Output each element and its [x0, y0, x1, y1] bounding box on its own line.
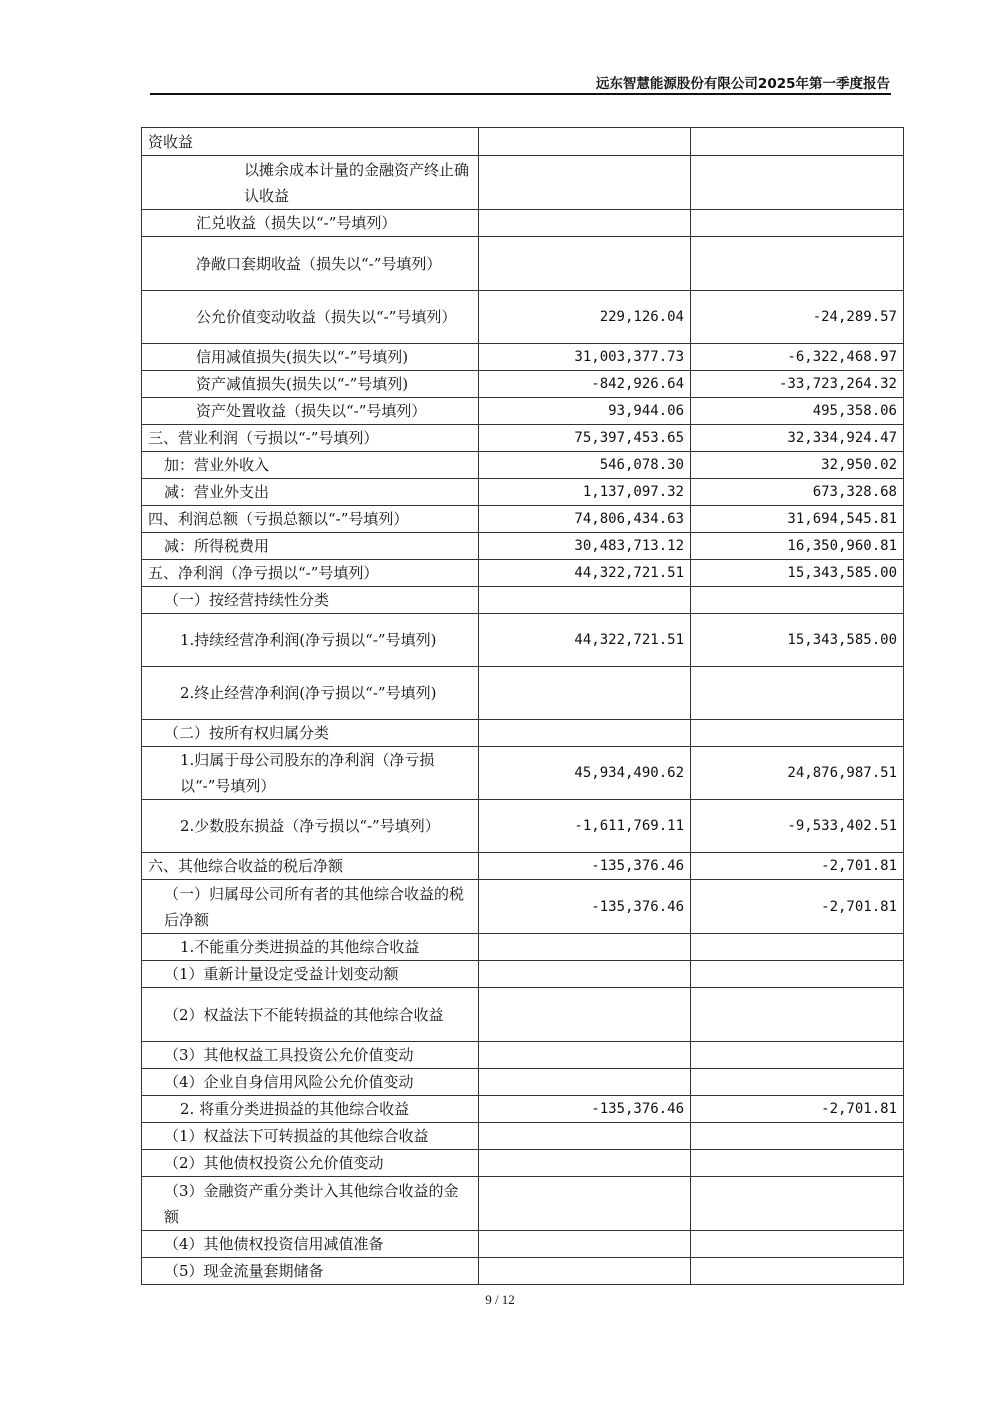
- prior-period-value: [691, 1231, 904, 1258]
- table-row: [142, 533, 904, 560]
- row-label: 1.不能重分类进损益的其他综合收益: [142, 934, 479, 961]
- prior-period-value: -2,701.81: [691, 880, 904, 934]
- current-period-value: 546,078.30: [479, 452, 691, 479]
- table-row: [142, 934, 904, 961]
- table-row: [142, 210, 904, 237]
- table-row: [142, 1231, 904, 1258]
- prior-period-value: -2,701.81: [691, 1096, 904, 1123]
- prior-period-value: 32,334,924.47: [691, 425, 904, 452]
- current-period-value: [479, 720, 691, 747]
- table-row: [142, 614, 904, 667]
- table-row: [142, 371, 904, 398]
- prior-period-value: [691, 1069, 904, 1096]
- current-period-value: 30,483,713.12: [479, 533, 691, 560]
- table-row: [142, 853, 904, 880]
- current-period-value: 75,397,453.65: [479, 425, 691, 452]
- current-period-value: 74,806,434.63: [479, 506, 691, 533]
- prior-period-value: [691, 156, 904, 210]
- current-period-value: -135,376.46: [479, 1096, 691, 1123]
- table-row: [142, 961, 904, 988]
- row-label: 加：营业外收入: [142, 452, 479, 479]
- prior-period-value: 495,358.06: [691, 398, 904, 425]
- table-row: [142, 1069, 904, 1096]
- prior-period-value: [691, 1123, 904, 1150]
- table-row: [142, 880, 904, 934]
- row-label: 资产处置收益（损失以“-”号填列）: [142, 398, 479, 425]
- row-label: 2.终止经营净利润(净亏损以“-”号填列): [142, 667, 479, 720]
- prior-period-value: [691, 1042, 904, 1069]
- prior-period-value: 15,343,585.00: [691, 614, 904, 667]
- current-period-value: [479, 587, 691, 614]
- current-period-value: 93,944.06: [479, 398, 691, 425]
- row-label: （3）金融资产重分类计入其他综合收益的金额: [142, 1177, 479, 1231]
- page-number: 9 / 12: [485, 1292, 515, 1307]
- table-row: [142, 506, 904, 533]
- row-label: 1.归属于母公司股东的净利润（净亏损以“-”号填列）: [142, 747, 479, 800]
- prior-period-value: 31,694,545.81: [691, 506, 904, 533]
- prior-period-value: 673,328.68: [691, 479, 904, 506]
- current-period-value: 45,934,490.62: [479, 747, 691, 800]
- row-label: 五、净利润（净亏损以“-”号填列）: [142, 560, 479, 587]
- row-label: 信用减值损失(损失以“-”号填列): [142, 344, 479, 371]
- header-rule: [150, 93, 891, 95]
- table-row: [142, 1096, 904, 1123]
- current-period-value: [479, 156, 691, 210]
- table-row: [142, 988, 904, 1042]
- row-label: 1.持续经营净利润(净亏损以“-”号填列): [142, 614, 479, 667]
- prior-period-value: -2,701.81: [691, 853, 904, 880]
- row-label: （一）按经营持续性分类: [142, 587, 479, 614]
- prior-period-value: [691, 210, 904, 237]
- row-label: （2）其他债权投资公允价值变动: [142, 1150, 479, 1177]
- prior-period-value: [691, 128, 904, 156]
- row-label: （5）现金流量套期储备: [142, 1258, 479, 1285]
- current-period-value: 1,137,097.32: [479, 479, 691, 506]
- prior-period-value: 32,950.02: [691, 452, 904, 479]
- table-row: [142, 1042, 904, 1069]
- current-period-value: [479, 128, 691, 156]
- table-row: [142, 720, 904, 747]
- prior-period-value: [691, 1258, 904, 1285]
- current-period-value: [479, 961, 691, 988]
- current-period-value: 44,322,721.51: [479, 614, 691, 667]
- prior-period-value: [691, 237, 904, 291]
- table-row: [142, 667, 904, 720]
- income-statement-table: [141, 127, 904, 1285]
- current-period-value: [479, 934, 691, 961]
- current-period-value: [479, 210, 691, 237]
- current-period-value: 31,003,377.73: [479, 344, 691, 371]
- row-label: （2）权益法下不能转损益的其他综合收益: [142, 988, 479, 1042]
- prior-period-value: [691, 988, 904, 1042]
- current-period-value: [479, 1231, 691, 1258]
- table-row: [142, 560, 904, 587]
- prior-period-value: -24,289.57: [691, 291, 904, 344]
- prior-period-value: -33,723,264.32: [691, 371, 904, 398]
- row-label: 减：营业外支出: [142, 479, 479, 506]
- current-period-value: [479, 237, 691, 291]
- row-label: （一）归属母公司所有者的其他综合收益的税后净额: [142, 880, 479, 934]
- table-row: [142, 425, 904, 452]
- row-label: （4）其他债权投资信用减值准备: [142, 1231, 479, 1258]
- table-row: [142, 452, 904, 479]
- current-period-value: [479, 1177, 691, 1231]
- row-label: 汇兑收益（损失以“-”号填列）: [142, 210, 479, 237]
- prior-period-value: [691, 961, 904, 988]
- prior-period-value: 16,350,960.81: [691, 533, 904, 560]
- table-row: [142, 291, 904, 344]
- prior-period-value: 24,876,987.51: [691, 747, 904, 800]
- current-period-value: [479, 1258, 691, 1285]
- current-period-value: [479, 1123, 691, 1150]
- row-label: 以摊余成本计量的金融资产终止确认收益: [142, 156, 479, 210]
- row-label: 资收益: [142, 128, 479, 156]
- current-period-value: [479, 1069, 691, 1096]
- current-period-value: [479, 667, 691, 720]
- table-row: [142, 128, 904, 156]
- prior-period-value: [691, 667, 904, 720]
- row-label: （1）重新计量设定受益计划变动额: [142, 961, 479, 988]
- prior-period-value: -6,322,468.97: [691, 344, 904, 371]
- row-label: 四、利润总额（亏损总额以“-”号填列）: [142, 506, 479, 533]
- current-period-value: 229,126.04: [479, 291, 691, 344]
- current-period-value: -135,376.46: [479, 880, 691, 934]
- row-label: 减：所得税费用: [142, 533, 479, 560]
- prior-period-value: 15,343,585.00: [691, 560, 904, 587]
- current-period-value: [479, 988, 691, 1042]
- table-row: [142, 1150, 904, 1177]
- current-period-value: -1,611,769.11: [479, 800, 691, 853]
- prior-period-value: [691, 720, 904, 747]
- table-row: [142, 344, 904, 371]
- table-row: [142, 1258, 904, 1285]
- row-label: （4）企业自身信用风险公允价值变动: [142, 1069, 479, 1096]
- prior-period-value: [691, 934, 904, 961]
- prior-period-value: -9,533,402.51: [691, 800, 904, 853]
- prior-period-value: [691, 587, 904, 614]
- current-period-value: -842,926.64: [479, 371, 691, 398]
- row-label: 净敞口套期收益（损失以“-”号填列）: [142, 237, 479, 291]
- row-label: 公允价值变动收益（损失以“-”号填列）: [142, 291, 479, 344]
- row-label: 资产减值损失(损失以“-”号填列): [142, 371, 479, 398]
- table-row: [142, 237, 904, 291]
- current-period-value: -135,376.46: [479, 853, 691, 880]
- row-label: 六、其他综合收益的税后净额: [142, 853, 479, 880]
- row-label: 三、营业利润（亏损以“-”号填列）: [142, 425, 479, 452]
- prior-period-value: [691, 1177, 904, 1231]
- row-label: （3）其他权益工具投资公允价值变动: [142, 1042, 479, 1069]
- current-period-value: 44,322,721.51: [479, 560, 691, 587]
- prior-period-value: [691, 1150, 904, 1177]
- current-period-value: [479, 1150, 691, 1177]
- row-label: 2. 将重分类进损益的其他综合收益: [142, 1096, 479, 1123]
- table-row: [142, 1177, 904, 1231]
- table-row: [142, 156, 904, 210]
- row-label: 2.少数股东损益（净亏损以“-”号填列）: [142, 800, 479, 853]
- table-row: [142, 398, 904, 425]
- table-row: [142, 587, 904, 614]
- report-header-title: 远东智慧能源股份有限公司2025年第一季度报告: [595, 76, 890, 92]
- table-row: [142, 747, 904, 800]
- table-row: [142, 479, 904, 506]
- current-period-value: [479, 1042, 691, 1069]
- table-row: [142, 800, 904, 853]
- income-statement-body: [142, 128, 904, 1285]
- row-label: （1）权益法下可转损益的其他综合收益: [142, 1123, 479, 1150]
- table-row: [142, 1123, 904, 1150]
- row-label: （二）按所有权归属分类: [142, 720, 479, 747]
